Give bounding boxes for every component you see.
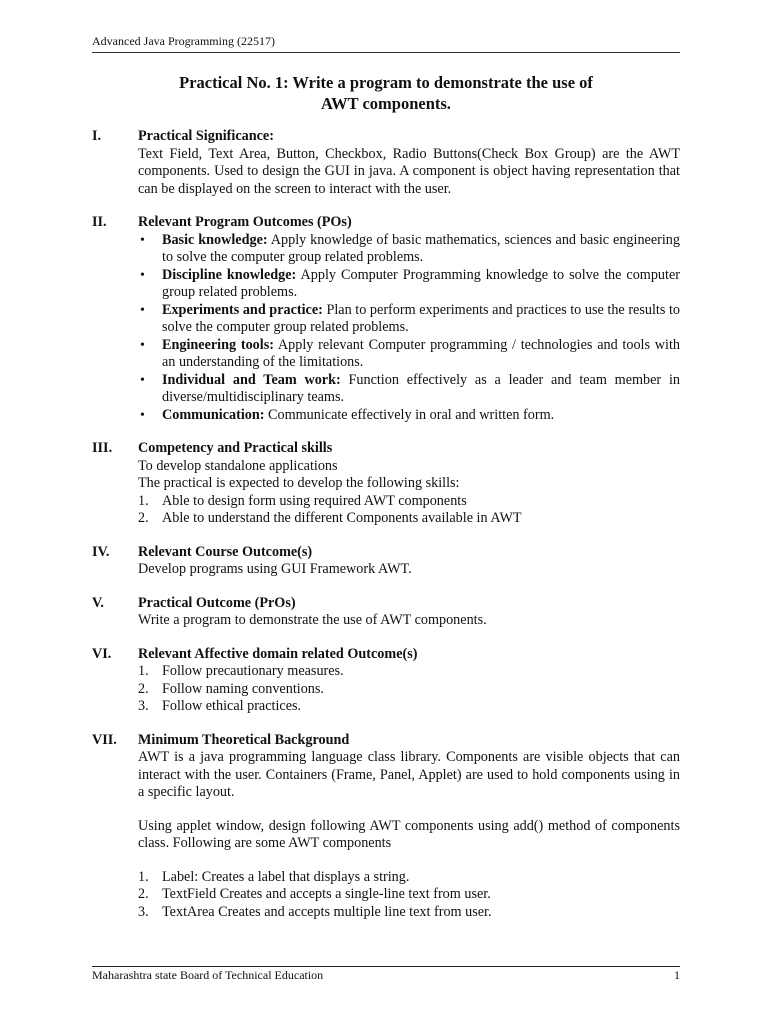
section-theoretical-background — [92, 732, 680, 922]
section-number: I. — [92, 128, 102, 144]
list-item — [138, 869, 680, 887]
list-item — [138, 663, 680, 681]
item-number: 2. — [138, 680, 149, 697]
list-item — [138, 337, 680, 372]
list-item — [138, 698, 680, 716]
header-text: Advanced Java Programming (22517) — [92, 34, 275, 48]
affective-list — [138, 663, 680, 716]
section-title: Practical Significance: — [138, 128, 274, 144]
section-title: Relevant Course Outcome(s) — [138, 543, 313, 560]
item-text: Apply relevant Computer programming / technologies and tools with an understanding of the limitations. — [162, 336, 680, 370]
list-item — [138, 267, 680, 302]
section-number: III. — [92, 440, 113, 456]
item-text: Label: Creates a label that displays a string. — [162, 868, 410, 885]
section-paragraph: Using applet window, design following AWT components using add() method of components class. Following are some AWT components — [138, 817, 680, 851]
footer-org: Maharashtra state Board of Technical Education — [92, 968, 324, 982]
item-text: TextArea Creates and accepts multiple line text from user. — [162, 903, 492, 920]
title-line-2: AWT components. — [321, 94, 451, 113]
sections — [92, 128, 680, 937]
components-list — [138, 869, 680, 922]
item-text: Able to understand the different Components available in AWT — [162, 510, 522, 526]
list-item — [138, 681, 680, 699]
item-number: 2. — [138, 510, 149, 526]
item-label: Engineering tools: — [162, 336, 274, 353]
section-text: Develop programs using GUI Framework AWT. — [138, 561, 412, 577]
section-affective-outcome — [92, 646, 680, 716]
section-line: To develop standalone applications — [138, 457, 338, 474]
item-number: 3. — [138, 903, 149, 920]
item-number: 2. — [138, 886, 149, 902]
list-item — [138, 904, 680, 922]
item-text: Plan to perform experiments and practices to use the results to solve the computer group related problems. — [162, 301, 680, 335]
section-title: Minimum Theoretical Background — [138, 731, 350, 748]
item-text: Follow precautionary measures. — [162, 663, 344, 679]
section-number: IV. — [92, 543, 110, 560]
skills-list — [138, 493, 680, 528]
section-text: Write a program to demonstrate the use of AWT components. — [138, 612, 487, 628]
item-text: Follow ethical practices. — [162, 698, 302, 714]
page-number: 1 — [674, 968, 680, 982]
item-text: Able to design form using required AWT components — [162, 492, 467, 509]
outcome-list — [138, 232, 680, 425]
item-number: 1. — [138, 663, 149, 679]
section-title: Relevant Program Outcomes (POs) — [138, 214, 352, 230]
document-title — [92, 72, 680, 114]
section-practical-outcome — [92, 595, 680, 630]
section-course-outcome — [92, 544, 680, 579]
item-text: Apply Computer Programming knowledge to solve the computer group related problems. — [162, 266, 680, 300]
item-number: 3. — [138, 698, 149, 714]
item-text: Follow naming conventions. — [162, 680, 324, 697]
section-title: Relevant Affective domain related Outcome(s) — [138, 645, 418, 662]
section-practical-significance — [92, 128, 680, 198]
page-header — [92, 34, 680, 53]
section-text: Text Field, Text Area, Button, Checkbox, Radio Buttons(Check Box Group) are the AWT components. Used to design the GUI in java. A component is object having representation that can be displayed on the screen to interact with the user. — [138, 145, 680, 197]
item-label: Basic knowledge: — [162, 231, 268, 248]
item-number: 1. — [138, 492, 149, 509]
item-number: 1. — [138, 868, 149, 885]
item-label: Communication: — [162, 406, 265, 423]
section-number: VII. — [92, 731, 117, 748]
page-footer — [92, 966, 680, 983]
section-paragraph: AWT is a java programming language class library. Components are visible objects that can interact with the user. Containers (Frame, Panel, Applet) are used to hold components using in a specific layout. — [138, 749, 680, 800]
list-item — [138, 493, 680, 511]
section-title: Practical Outcome (PrOs) — [138, 594, 296, 611]
list-item — [138, 510, 680, 528]
title-line-1: Practical No. 1: Write a program to demonstrate the use of — [179, 73, 593, 92]
section-number: V. — [92, 594, 104, 611]
item-text: Function effectively as a leader and team member in diverse/multidisciplinary teams. — [162, 371, 680, 405]
section-title: Competency and Practical skills — [138, 440, 333, 456]
item-text: Communicate effectively in oral and written form. — [264, 406, 555, 423]
section-program-outcomes — [92, 214, 680, 424]
list-item — [138, 302, 680, 337]
list-item — [138, 232, 680, 267]
section-line: The practical is expected to develop the following skills: — [138, 475, 460, 491]
item-text: Apply knowledge of basic mathematics, sciences and basic engineering to solve the computer group related problems. — [162, 231, 680, 265]
item-text: TextField Creates and accepts a single-line text from user. — [162, 886, 491, 902]
list-item — [138, 886, 680, 904]
section-number: VI. — [92, 645, 112, 662]
list-item — [138, 372, 680, 407]
item-label: Experiments and practice: — [162, 301, 323, 318]
section-competency — [92, 440, 680, 528]
section-number: II. — [92, 214, 107, 230]
item-label: Individual and Team work: — [162, 371, 341, 388]
item-label: Discipline knowledge: — [162, 266, 297, 283]
list-item — [138, 407, 680, 425]
